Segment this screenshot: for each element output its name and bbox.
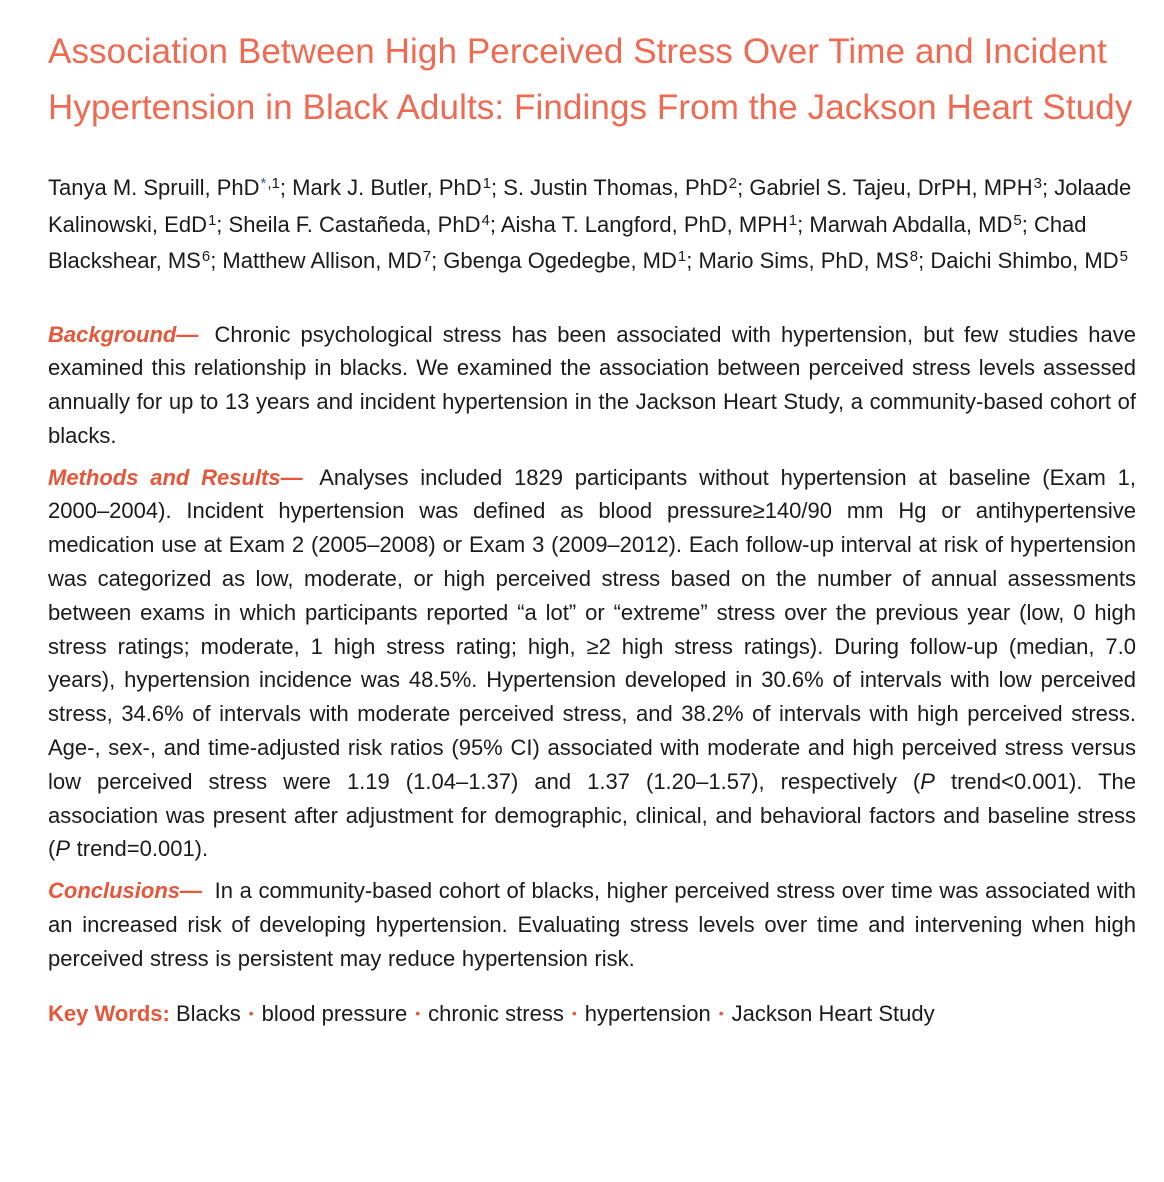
author-separator: ; xyxy=(1041,175,1055,200)
author xyxy=(930,248,1128,273)
author-separator: ; xyxy=(686,248,699,273)
abstract xyxy=(48,318,1136,976)
conclusions-text: In a community-based cohort of blacks, higher perceived stress over time was associated with an increased risk of developing hypertension. Evaluating stress levels over time and intervening when high perceived stress is persistent may reduce hypertension risk. xyxy=(48,878,1136,971)
affiliation-number: 1 xyxy=(788,211,798,229)
keyword: blood pressure xyxy=(261,1000,408,1026)
keyword: Jackson Heart Study xyxy=(731,1000,935,1026)
author-name: Mario Sims, PhD, MS xyxy=(698,248,909,273)
author-separator: ; xyxy=(797,211,810,237)
author-name: Jolaade Kalinowski, EdD xyxy=(48,175,1132,237)
author xyxy=(698,248,930,273)
author-name: Sheila F. Castañeda, PhD xyxy=(228,211,481,237)
methods-text: trend<0.001). The association was present after adjustment for demographic, clinical, and behavioral factors and baseline stress ( xyxy=(48,768,1136,862)
author xyxy=(292,175,503,200)
conclusions-section xyxy=(48,874,1136,975)
keyword: chronic stress xyxy=(428,1000,564,1026)
author xyxy=(749,175,1054,200)
author xyxy=(222,248,443,273)
affiliation-number: 4 xyxy=(481,211,490,229)
author-separator: ; xyxy=(737,175,750,200)
author-name: Mark J. Butler, PhD xyxy=(292,175,482,200)
keyword: Blacks xyxy=(175,1000,241,1026)
p-symbol: P xyxy=(55,836,71,862)
author-separator: ; xyxy=(1021,211,1034,237)
p-symbol: P xyxy=(920,768,935,794)
affiliation-number: 6 xyxy=(201,248,211,265)
conclusions-dash: — xyxy=(180,878,203,904)
author xyxy=(48,175,292,200)
author-list xyxy=(48,170,1136,280)
author-separator: ; xyxy=(490,175,504,200)
author-name: S. Justin Thomas, PhD xyxy=(503,175,728,200)
background-text: Chronic psychological stress has been associated with hypertension, but few studies have examined this relationship in blacks. We examined the association between perceived stress levels assessed annually for up to 13 years and incident hypertension in the Jackson Heart Study, a community-based cohort of blacks. xyxy=(48,321,1136,448)
background-section xyxy=(48,318,1136,453)
author-separator: ; xyxy=(210,248,223,273)
keyword-bullet: • xyxy=(248,1004,254,1021)
keyword-bullet: • xyxy=(718,1004,724,1021)
methods-section xyxy=(48,461,1136,867)
methods-text: Analyses included 1829 participants without hypertension at baseline (Exam 1, 2000–2004). Incident hypertension was defined as blood pressure≥140/90 mm Hg or antihypertensive medication use at Exam 2 (2005–2008) or Exam 3 (2009–2012). Each follow-up interval at risk of hypertension was categorized as low, moderate, or high perceived stress based on the number of annual assessments between exams in which participants reported “a lot” or “extreme” stress over the previous year (low, 0 high stress ratings; moderate, 1 high stress rating; high, ≥2 high stress ratings). During follow-up (median, 7.0 years), hypertension incidence was 48.5%. Hypertension developed in 30.6% of intervals with low perceived stress, 34.6% of intervals with moderate perceived stress, and 38.2% of intervals with high perceived stress. Age-, sex-, and time-adjusted risk ratios (95% CI) associated with moderate and high perceived stress versus low perceived stress were 1.19 (1.04–1.37) and 1.37 (1.20–1.57), respectively ( xyxy=(48,464,1136,794)
affiliation-number: 1 xyxy=(677,248,687,265)
key-words-label: Key Words: xyxy=(48,1000,170,1026)
keyword: hypertension xyxy=(584,1000,711,1026)
author xyxy=(503,175,749,200)
author xyxy=(443,248,698,273)
author-separator: ; xyxy=(918,248,931,273)
author-name: Marwah Abdalla, MD xyxy=(809,211,1013,237)
author-name: Aisha T. Langford, PhD, MPH xyxy=(500,211,788,237)
background-heading: Background xyxy=(48,321,177,347)
background-dash: — xyxy=(176,321,199,347)
author xyxy=(229,212,501,237)
affiliation-number: 7 xyxy=(422,248,432,265)
author-name: Matthew Allison, MD xyxy=(222,248,422,273)
author-name: Chad Blackshear, MS xyxy=(48,211,1087,273)
article-title: Association Between High Perceived Stress Over Time and Incident Hypertension in Black Adults: Findings From the Jackson Heart Study xyxy=(48,32,1133,127)
author-separator: ; xyxy=(431,248,444,273)
author xyxy=(501,212,810,237)
affiliation-number: 1 xyxy=(207,211,217,229)
methods-text: trend=0.001). xyxy=(70,836,209,862)
author xyxy=(809,212,1034,237)
keyword-bullet: • xyxy=(571,1004,577,1021)
keyword-bullet: • xyxy=(415,1004,421,1021)
author-name: Daichi Shimbo, MD xyxy=(930,248,1119,273)
author-name: Gbenga Ogedegbe, MD xyxy=(443,248,677,273)
conclusions-heading: Conclusions xyxy=(48,878,181,904)
author-separator: ; xyxy=(489,211,501,237)
affiliation-number: 2 xyxy=(728,175,738,192)
author-separator: ; xyxy=(279,175,293,200)
affiliation-number: 5 xyxy=(1119,248,1128,265)
affiliation-number: ,1 xyxy=(267,175,280,192)
methods-dash: — xyxy=(280,464,303,490)
corresponding-author-link[interactable]: * xyxy=(260,175,267,192)
affiliation-number: 8 xyxy=(909,248,919,265)
affiliation-number: 1 xyxy=(482,175,491,192)
affiliation-number: 5 xyxy=(1013,211,1022,229)
affiliation-number: 3 xyxy=(1033,175,1042,192)
key-words xyxy=(48,996,1136,1031)
author-name: Gabriel S. Tajeu, DrPH, MPH xyxy=(749,175,1033,200)
author-separator: ; xyxy=(216,211,229,237)
methods-heading: Methods and Results xyxy=(48,464,281,490)
author-name: Tanya M. Spruill, PhD xyxy=(48,175,260,200)
